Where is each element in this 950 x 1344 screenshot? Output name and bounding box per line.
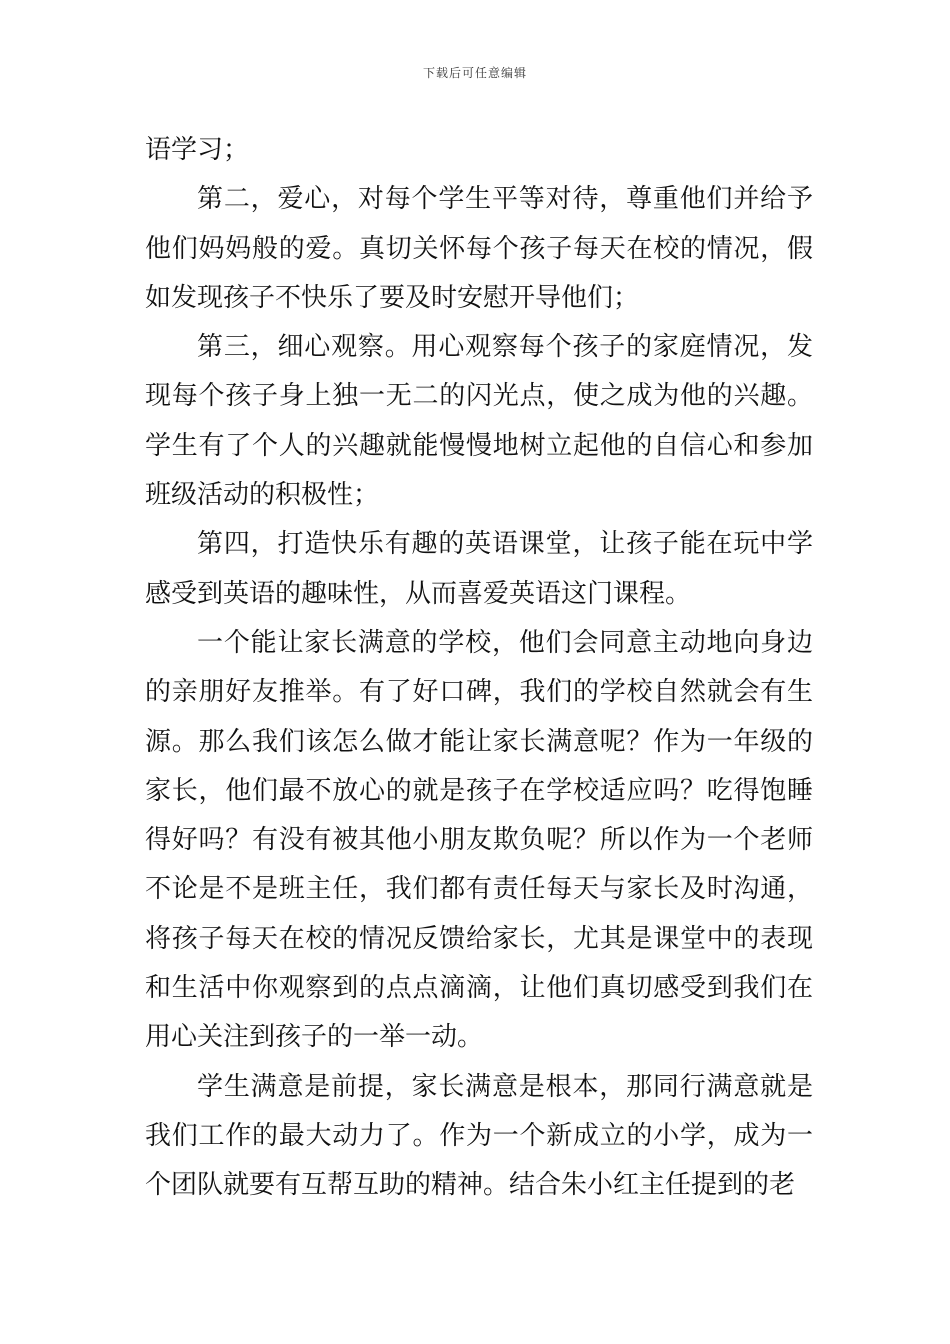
- paragraph-peer-satisfaction: 学生满意是前提，家长满意是根本，那同行满意就是我们工作的最大动力了。作为一个新成立的小学，成为一个团队就要有互帮互助的精神。结合朱小红主任提到的老: [145, 1071, 813, 1201]
- paragraph-parent-satisfaction: 一个能让家长满意的学校，他们会同意主动地向身边的亲朋好友推举。有了好口碑，我们的学校自然就会有生源。那么我们该怎么做才能让家长满意呢？作为一年级的家长，他们最不放心的就是孩子在学校适应吗？吃得饱睡得好吗？有没有被其他小朋友欺负呢？所以作为一个老师不论是不是班主任，我们都有责任每天与家长及时沟通，将孩子每天在校的情况反馈给家长，尤其是课堂中的表现和生活中你观察到的点点滴滴，让他们真切感受到我们在用心关注到孩子的一举一动。: [145, 627, 813, 1053]
- document-body: [145, 126, 813, 1211]
- paragraph-continuation: 语学习；: [145, 135, 250, 165]
- page-header: 下载后可任意编辑: [422, 66, 527, 80]
- paragraph-english-class: 第四，打造快乐有趣的英语课堂，让孩子能在玩中学感受到英语的趣味性，从而喜爱英语这门课程。: [145, 529, 813, 609]
- paragraph-observation: 第三，细心观察。用心观察每个孩子的家庭情况，发现每个孩子身上独一无二的闪光点，使之成为他的兴趣。学生有了个人的兴趣就能慢慢地树立起他的自信心和参加班级活动的积极性；: [145, 332, 813, 511]
- paragraph-love: 第二，爱心，对每个学生平等对待，尊重他们并给予他们妈妈般的爱。真切关怀每个孩子每天在校的情况，假如发现孩子不快乐了要及时安慰开导他们；: [145, 184, 813, 313]
